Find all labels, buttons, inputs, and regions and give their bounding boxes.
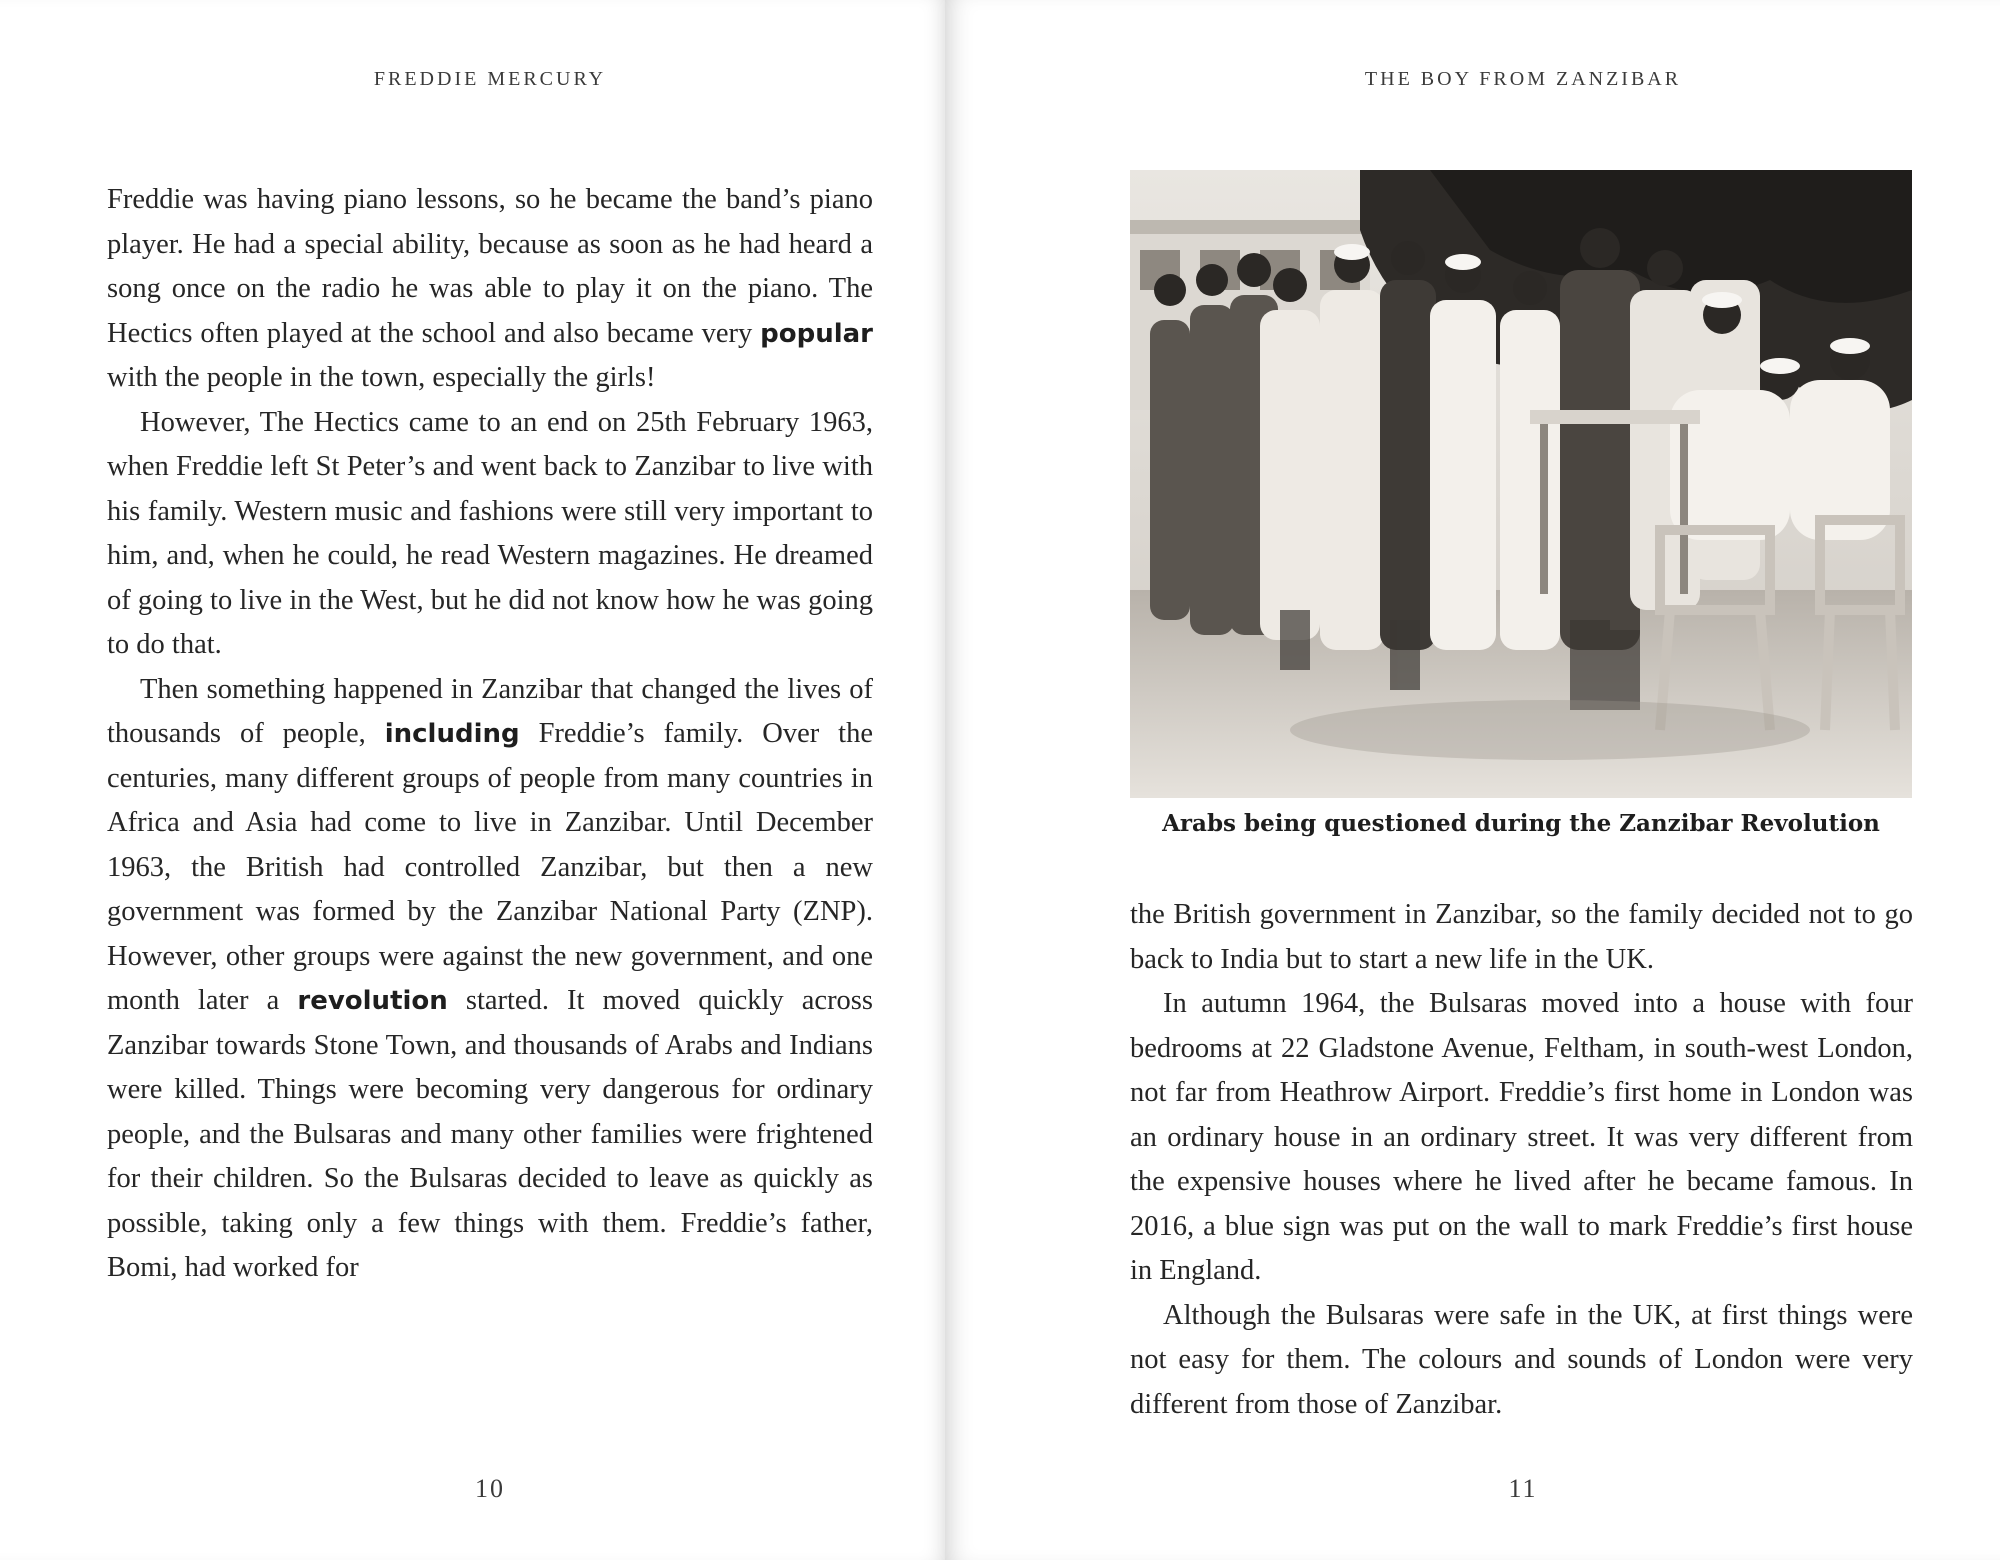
text-run: However, The Hectics came to an end on 25th February 1963, when Freddie left St Peter’s and went back to Zanzibar to live with his family. Western music and fashions were still very important to him, and, when he could, he read Western magazines. He dreamed of going to live in the West, but he did not know how he was going to do that. [107,406,873,660]
running-head-right: THE BOY FROM ZANZIBAR [1364,68,1682,90]
text-run: with the people in the town, especially the girls! [107,362,656,393]
running-head-left: FREDDIE MERCURY [373,68,607,90]
text-run: Freddie was having piano lessons, so he became the band’s piano player. He had a special ability, because as soon as he had heard a song once on the radio he was able to play it on the piano. The Hectics often played at the school and also became very [107,184,873,349]
text-run: the British government in Zanzibar, so the family decided not to go back to India but to start a new life in the UK. [1130,899,1913,975]
glossary-keyword: revolution [297,986,448,1016]
text-run: In autumn 1964, the Bulsaras moved into a house with four bedrooms at 22 Gladstone Avenue, Feltham, in south-west London, not far from Heathrow Airport. Freddie’s first home in London was an ordinary house in an ordinary street. It was very different from the expensive houses where he lived after he became famous. In 2016, a blue sign was put on the wall to mark Freddie’s first house in England. [1130,988,1913,1286]
glossary-keyword: including [384,719,520,749]
paragraph [1130,982,1913,1294]
right-page-body-text [1130,893,1913,1427]
photo-caption: Arabs being questioned during the Zanzibar Revolution [1162,810,1880,837]
text-run: Although the Bulsaras were safe in the UK, at first things were not easy for them. The colours and sounds of London were very different from those of Zanzibar. [1130,1299,1913,1420]
page-number-left: 10 [475,1474,505,1503]
text-run: started. It moved quickly across Zanzibar towards Stone Town, and thousands of Arabs and Indians were killed. Things were becoming very dangerous for ordinary people, and the Bulsaras and many other families were frightened for their children. So the Bulsaras decided to leave as quickly as possible, taking only a few things with them. Freddie’s father, Bomi, had worked for [107,985,873,1283]
text-run: Freddie’s family. Over the centuries, many different groups of people from many countries in Africa and Asia had come to live in Zanzibar. Until December 1963, the British had controlled Zanzibar, but then a new government was formed by the Zanzibar National Party (ZNP). However, other groups were against the new government, and one month later a [107,718,873,1016]
glossary-keyword: popular [760,318,873,349]
right-page [945,0,2000,1560]
historical-photograph [1130,170,1912,798]
text-run: Then something happened in Zanzibar that changed the lives of thousands of people, [107,673,873,749]
page-number-right: 11 [1508,1474,1538,1503]
paragraph [107,668,873,1291]
left-page [0,0,945,1560]
paragraph [107,401,873,668]
paragraph [107,178,873,401]
left-page-body-text [107,178,873,1291]
paragraph [1130,893,1913,982]
paragraph [1130,1294,1913,1428]
